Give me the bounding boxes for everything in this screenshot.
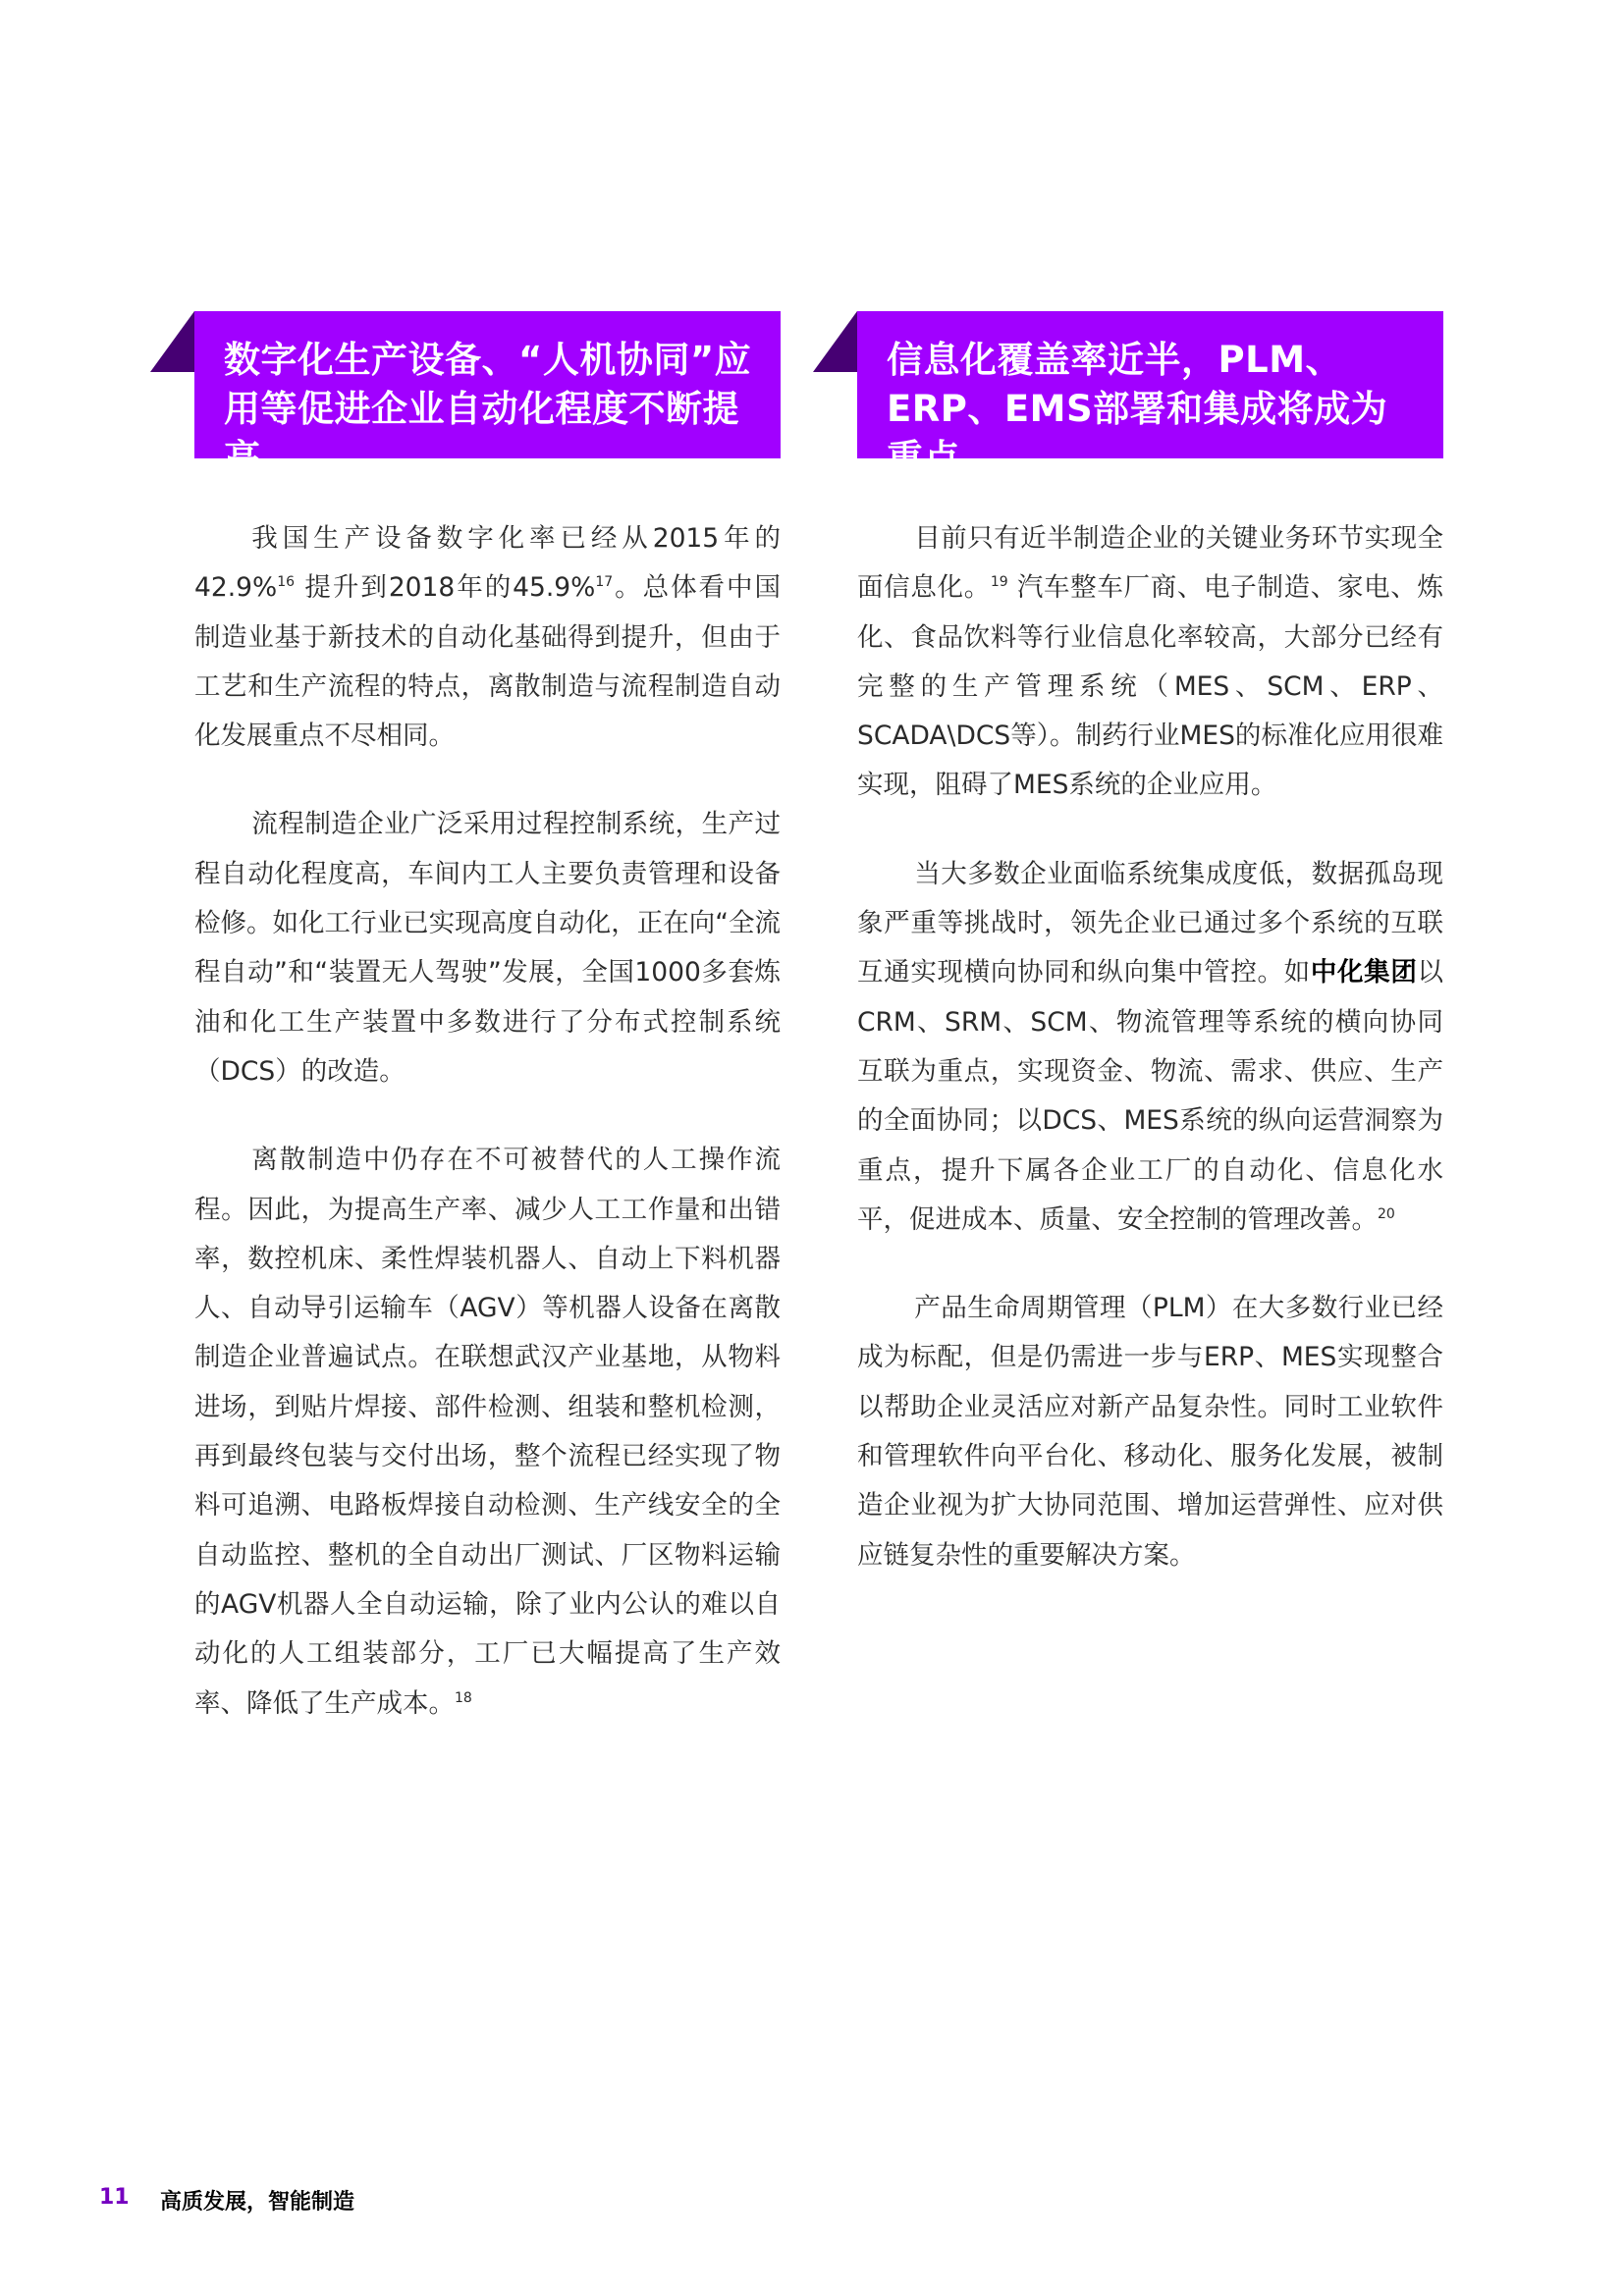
right-column-body	[857, 514, 1443, 1620]
body-paragraph	[857, 514, 1443, 811]
banner-fold-decoration	[813, 311, 857, 372]
paragraph-text: 产品生命周期管理（PLM）在大多数行业已经成为标配，但是仍需进一步与ERP、MES实现整合以帮助企业灵活应对新产品复杂性。同时工业软件和管理软件向平台化、移动化、服务化发展，被制造企业视为扩大协同范围、增加运营弹性、应对供应链复杂性的重要解决方案。	[857, 1293, 1443, 1571]
paragraph-text: 汽车整车厂商、电子制造、家电、炼化、食品饮料等行业信息化率较高，大部分已经有完整的生产管理系统（MES、SCM、ERP、SCADA\DCS等）。制药行业MES的标准化应用很难实现，阻碍了MES系统的企业应用。	[857, 572, 1443, 801]
paragraph-text: 。总体看中国制造业基于新技术的自动化基础得到提升，但由于工艺和生产流程的特点，离散制造与流程制造自动化发展重点不尽相同。	[194, 572, 781, 752]
footnote-ref: 20	[1378, 1205, 1395, 1222]
footnote-ref: 19	[990, 574, 1008, 591]
body-paragraph	[194, 1136, 781, 1729]
section-heading-banner-left	[194, 311, 781, 479]
paragraph-text: 流程制造企业广泛采用过程控制系统，生产过程自动化程度高，车间内工人主要负责管理和设备检修。如化工行业已实现高度自动化，正在向“全流程自动”和“装置无人驾驶”发展，全国1000多套炼油和化工生产装置中多数进行了分布式控制系统（DCS）的改造。	[194, 809, 781, 1087]
paragraph-text: 目前只有近半制造企业的关键业务环节实现全面信息化。	[857, 523, 1443, 604]
paragraph-text: 离散制造中仍存在不可被替代的人工操作流程。因此，为提高生产率、减少人工工作量和出错率，数控机床、柔性焊装机器人、自动上下料机器人、自动导引运输车（AGV）等机器人设备在离散制造企业普遍试点。在联想武汉产业基地，从物料进场，到贴片焊接、部件检测、组装和整机检测，再到最终包装与交付出场，整个流程已经实现了物料可追溯、电路板焊接自动检测、生产线安全的全自动监控、整机的全自动出厂测试、厂区物料运输的AGV机器人全自动运输，除了业内公认的难以自动化的人工组装部分，工厂已大幅提高了生产效率、降低了生产成本。	[194, 1145, 781, 1719]
section-heading-banner-right	[857, 311, 1443, 479]
left-column-body	[194, 514, 781, 1768]
banner-fold-decoration	[150, 311, 194, 372]
page-footer	[99, 2185, 355, 2215]
section-heading: 信息化覆盖率近半，PLM、ERP、EMS部署和集成将成为重点	[887, 339, 1388, 479]
emphasis-text: 中化集团	[1310, 957, 1418, 988]
paragraph-text: 以CRM、SRM、SCM、物流管理等系统的横向协同互联为重点，实现资金、物流、需求、供应、生产的全面协同；以DCS、MES系统的纵向运营洞察为重点，提升下属各企业工厂的自动化、信息化水平，促进成本、质量、安全控制的管理改善。	[857, 957, 1444, 1235]
page-number: 11	[99, 2185, 130, 2210]
body-paragraph	[857, 1284, 1443, 1580]
footnote-ref: 17	[595, 574, 614, 591]
body-paragraph	[857, 850, 1443, 1245]
body-paragraph	[194, 800, 781, 1096]
paragraph-text: 提升到2018年的45.9%	[295, 572, 596, 604]
document-title: 高质发展，智能制造	[160, 2190, 355, 2215]
section-heading: 数字化生产设备、“人机协同”应用等促进企业自动化程度不断提高	[224, 339, 752, 479]
body-paragraph	[194, 514, 781, 761]
paragraph-text: 我国生产设备数字化率已经从2015年的42.9%	[194, 523, 781, 604]
paragraph-text: 当大多数企业面临系统集成度低，数据孤岛现象严重等挑战时，领先企业已通过多个系统的互联互通实现横向协同和纵向集中管控。如	[857, 858, 1443, 988]
footnote-ref: 16	[277, 574, 296, 591]
footnote-ref: 18	[455, 1689, 472, 1706]
